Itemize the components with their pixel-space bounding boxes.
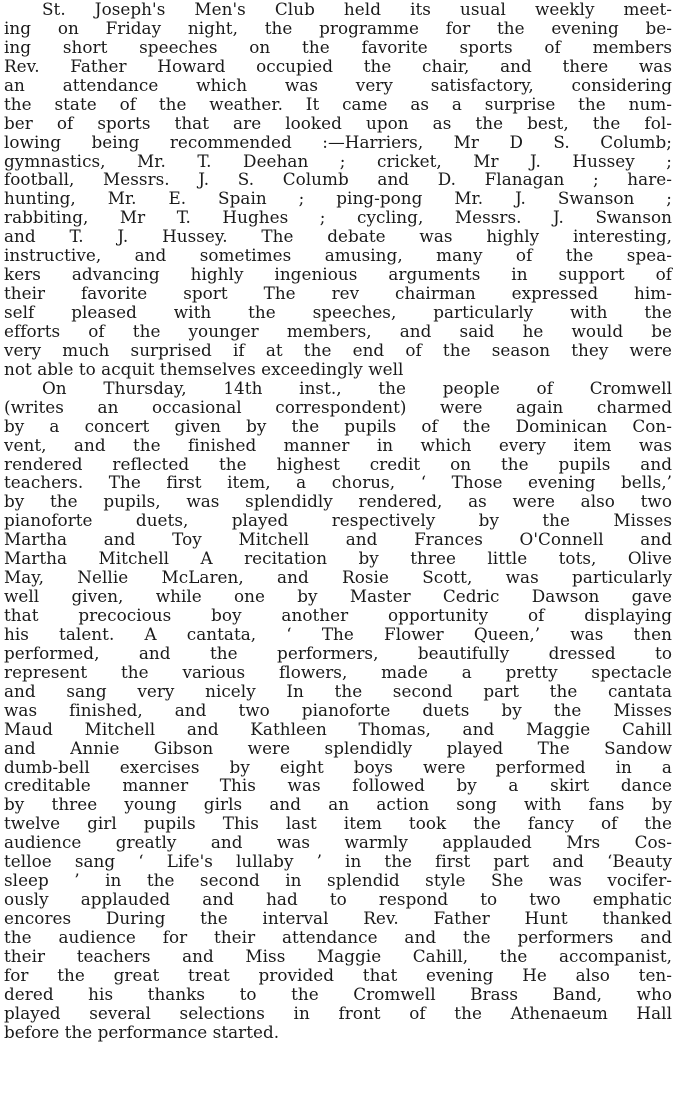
- text-line: by a concert given by the pupils of the Dominican Con-: [4, 415, 672, 436]
- text-line: telloe sang ‘ Life's lullaby ’ in the first part and ‘Beauty: [4, 851, 672, 872]
- text-line: gymnastics, Mr. T. Deehan ; cricket, Mr J. Hussey ;: [4, 150, 672, 171]
- text-line: very much surprised if at the end of the season they were: [4, 339, 672, 360]
- text-line: played several selections in front of the Athenaeum Hall: [4, 1002, 672, 1023]
- text-line: not able to acquit themselves exceedingly well: [4, 358, 404, 379]
- text-line: their favorite sport The rev chairman expressed him-: [4, 283, 672, 304]
- text-line: ously applauded and had to respond to two emphatic: [4, 889, 672, 910]
- text-line: self pleased with the speeches, particularly with the: [4, 302, 672, 322]
- text-line: hunting, Mr. E. Spain ; ping-pong Mr. J. Swanson ;: [4, 188, 672, 209]
- text-line: kers advancing highly ingenious arguments in support of: [4, 264, 672, 285]
- text-line: and T. J. Hussey. The debate was highly interesting,: [4, 226, 672, 247]
- text-line: teachers. The first item, a chorus, ‘ Those evening bells,’: [4, 472, 672, 493]
- text-line: represent the various flowers, made a pretty spectacle: [4, 661, 672, 682]
- text-line: sleep ’ in the second in splendid style She was vocifer-: [4, 870, 672, 891]
- text-line: and Annie Gibson were splendidly played The Sandow: [4, 737, 672, 758]
- text-line: performed, and the performers, beautifully dressed to: [4, 642, 672, 663]
- text-line: vent, and the finished manner in which every item was: [4, 434, 672, 455]
- text-line: twelve girl pupils This last item took the fancy of the: [4, 813, 672, 834]
- text-line: May, Nellie McLaren, and Rosie Scott, was particularly: [4, 567, 672, 588]
- text-line: by three young girls and an action song with fans by: [4, 794, 672, 815]
- text-line: Maud Mitchell and Kathleen Thomas, and Maggie Cahill: [4, 718, 672, 739]
- text-line: and sang very nicely In the second part the cantata: [4, 680, 672, 701]
- newspaper-article: [4, 0, 672, 1042]
- text-line: that precocious boy another opportunity of displaying: [4, 605, 672, 625]
- text-line: dumb-bell exercises by eight boys were performed in a: [4, 756, 672, 777]
- text-line: ing short speeches on the favorite sports of members: [4, 36, 672, 57]
- text-line: Rev. Father Howard occupied the chair, and there was: [4, 55, 672, 76]
- text-line: ber of sports that are looked upon as the best, the fol-: [4, 112, 672, 133]
- text-line: their teachers and Miss Maggie Cahill, the accompanist,: [4, 945, 672, 966]
- text-line: encores During the interval Rev. Father Hunt thanked: [4, 908, 672, 928]
- text-line: St. Joseph's Men's Club held its usual weekly meet-: [42, 0, 672, 19]
- text-line: (writes an occasional correspondent) were again charmed: [4, 396, 672, 417]
- text-line: the audience for their attendance and the performers and: [4, 926, 672, 947]
- text-line: Martha Mitchell A recitation by three little tots, Olive: [4, 548, 672, 569]
- text-line: lowing being recommended :—Harriers, Mr D S. Columb;: [4, 131, 672, 152]
- text-line: the state of the weather. It came as a surprise the num-: [4, 93, 672, 114]
- text-line: football, Messrs. J. S. Columb and D. Flanagan ; hare-: [4, 169, 672, 190]
- text-line: before the performance started.: [4, 1021, 280, 1042]
- text-line: ing on Friday night, the programme for the evening be-: [4, 17, 672, 38]
- text-line: On Thursday, 14th inst., the people of Cromwell: [42, 377, 672, 398]
- text-line: dered his thanks to the Cromwell Brass Band, who: [4, 983, 672, 1004]
- text-line: creditable manner This was followed by a skirt dance: [4, 775, 672, 796]
- text-line: well given, while one by Master Cedric Dawson gave: [4, 586, 672, 607]
- text-line: rendered reflected the highest credit on the pupils and: [4, 453, 672, 474]
- text-line: an attendance which was very satisfactory, considering: [4, 74, 672, 95]
- paragraph-cromwell-concert: [4, 379, 672, 1042]
- text-line: for the great treat provided that evening He also ten-: [4, 964, 672, 985]
- text-line: pianoforte duets, played respectively by the Misses: [4, 510, 672, 531]
- text-line: audience greatly and was warmly applauded Mrs Cos-: [4, 832, 672, 853]
- text-line: his talent. A cantata, ‘ The Flower Queen,’ was then: [4, 623, 672, 644]
- text-line: instructive, and sometimes amusing, many of the spea-: [4, 245, 672, 266]
- paragraph-mens-club: [4, 0, 672, 379]
- text-line: by the pupils, was splendidly rendered, as were also two: [4, 491, 672, 512]
- text-line: was finished, and two pianoforte duets by the Misses: [4, 699, 672, 720]
- text-line: efforts of the younger members, and said he would be: [4, 320, 672, 341]
- text-line: Martha and Toy Mitchell and Frances O'Connell and: [4, 529, 672, 550]
- text-line: rabbiting, Mr T. Hughes ; cycling, Messrs. J. Swanson: [4, 207, 672, 228]
